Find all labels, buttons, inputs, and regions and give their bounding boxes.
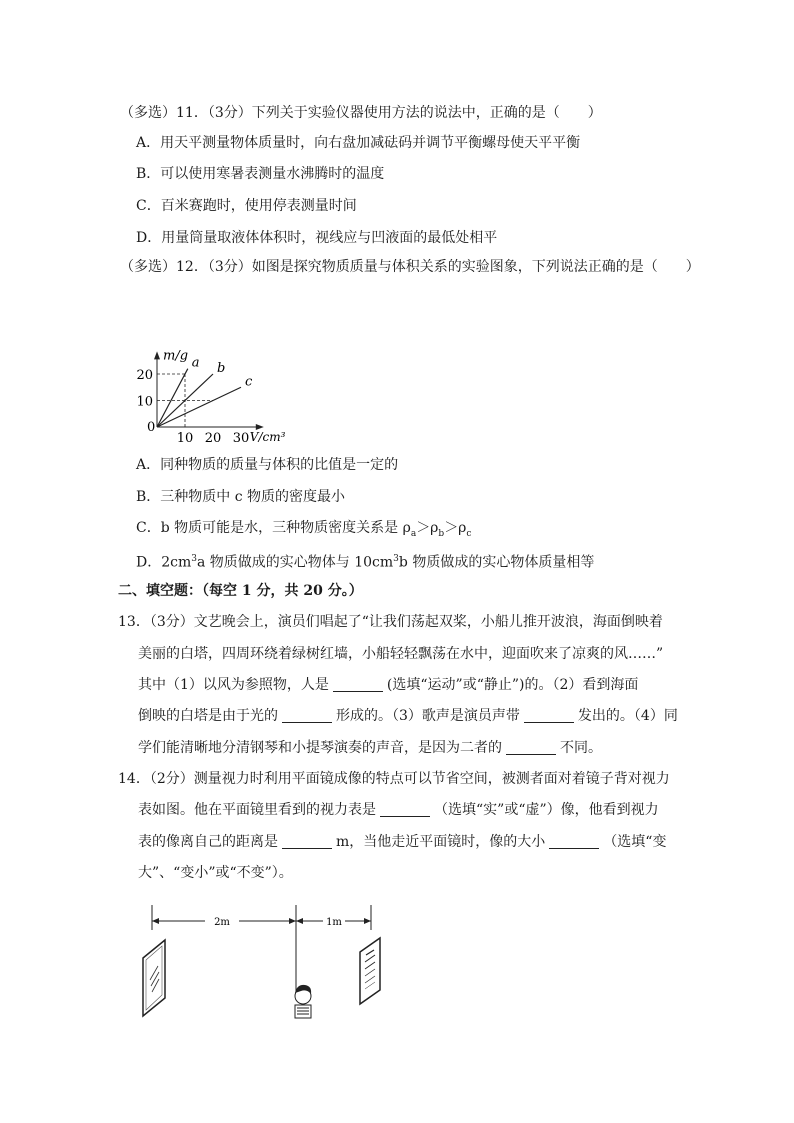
y-axis-arrow	[154, 351, 160, 359]
x-tick-label: 10	[176, 431, 194, 446]
series-line-c	[157, 387, 241, 427]
q11-option-a: A．用天平测量物体质量时，向右盘加减砝码并调节平衡螺母使天平平衡	[136, 135, 581, 151]
eye-test-figure	[135, 900, 395, 1025]
x-tick-label: 30	[232, 431, 250, 446]
series-label-a: a	[191, 355, 200, 371]
q13-blank-4[interactable]	[506, 740, 556, 755]
mirror-icon	[143, 940, 165, 1016]
q11-option-d: D．用量筒量取液体体积时，视线应与凹液面的最低处相平	[136, 230, 498, 246]
q13-line-1: 13．（3分）文艺晚会上，演员们唱起了“让我们荡起双桨，小船儿推开波浪，海面倒映着	[118, 614, 663, 630]
q13-line-3: 其中（1）以风为参照物，人是 (选填“运动”或“静止”)的。（2）看到海面	[138, 677, 639, 693]
section-title: 二、填空题：（每空 1 分，共 20 分。）	[118, 583, 363, 599]
q11-stem: （多选）11．（3分）下列关于实验仪器使用方法的说法中，正确的是（ ）	[120, 105, 602, 121]
origin-label: 0	[147, 420, 156, 435]
q12-option-b: B．三种物质中 c 物质的密度最小	[136, 489, 346, 505]
q13-blank-3[interactable]	[524, 708, 574, 723]
q12-option-c: C．b 物质可能是水，三种物质密度关系是 $\rho_a>\rho_b>\rho_c$	[136, 520, 472, 539]
q14-line-4: 大”、“变小”或“不变”）。	[138, 865, 293, 881]
q14-line-2: 表如图。他在平面镜里看到的视力表是 （选填“实”或“虚”）像，他看到视力	[138, 802, 659, 818]
q13-blank-2[interactable]	[282, 708, 332, 723]
person-icon	[295, 985, 311, 1018]
series-label-c: c	[245, 374, 253, 390]
q12-option-a: A．同种物质的质量与体积的比值是一定的	[136, 457, 399, 473]
distance-1m-label: 1m	[326, 917, 342, 928]
q14-blank-1[interactable]	[380, 802, 430, 817]
x-tick-label: 20	[204, 431, 222, 446]
mass-volume-chart	[135, 286, 315, 446]
q14-line-3: 表的像离自己的距离是 m，当他走近平面镜时，像的大小 （选填“变	[138, 834, 667, 850]
q11-option-c: C．百米赛跑时，使用停表测量时间	[136, 198, 357, 214]
y-axis-label: m/g	[163, 348, 189, 364]
distance-2m-label: 2m	[214, 917, 230, 928]
q14-blank-3[interactable]	[549, 834, 599, 849]
y-tick-label: 10	[136, 394, 153, 410]
q14-line-1: 14．（2分）测量视力时利用平面镜成像的特点可以节省空间，被测者面对着镜子背对视力	[118, 771, 670, 787]
q14-blank-2[interactable]	[282, 834, 332, 849]
x-axis-label: V/cm³	[249, 430, 286, 444]
q13-line-5: 学们能清晰地分清钢琴和小提琴演奏的声音，是因为二者的 不同。	[138, 740, 602, 756]
q13-blank-1[interactable]	[333, 677, 383, 692]
q12-option-d: D．$2cm^3a$ 物质做成的实心物体与 $10cm^3b$ 物质做成的实心物体质量相等	[136, 554, 595, 571]
series-label-b: b	[217, 361, 226, 376]
q13-line-4: 倒映的白塔是由于光的 形成的。（3）歌声是演员声带 发出的。（4）同	[138, 708, 678, 724]
q12-stem: （多选）12．（3分）如图是探究物质质量与体积关系的实验图象，下列说法正确的是（ ）	[120, 259, 700, 275]
y-tick-label: 20	[136, 368, 153, 383]
eye-chart-icon	[360, 938, 380, 1004]
q11-option-b: B．可以使用寒暑表测量水沸腾时的温度	[136, 166, 385, 182]
q13-line-2: 美丽的白塔，四周环绕着绿树红墙，小船轻轻飘荡在水中，迎面吹来了凉爽的风……”	[138, 646, 664, 662]
series-line-a	[157, 369, 188, 427]
